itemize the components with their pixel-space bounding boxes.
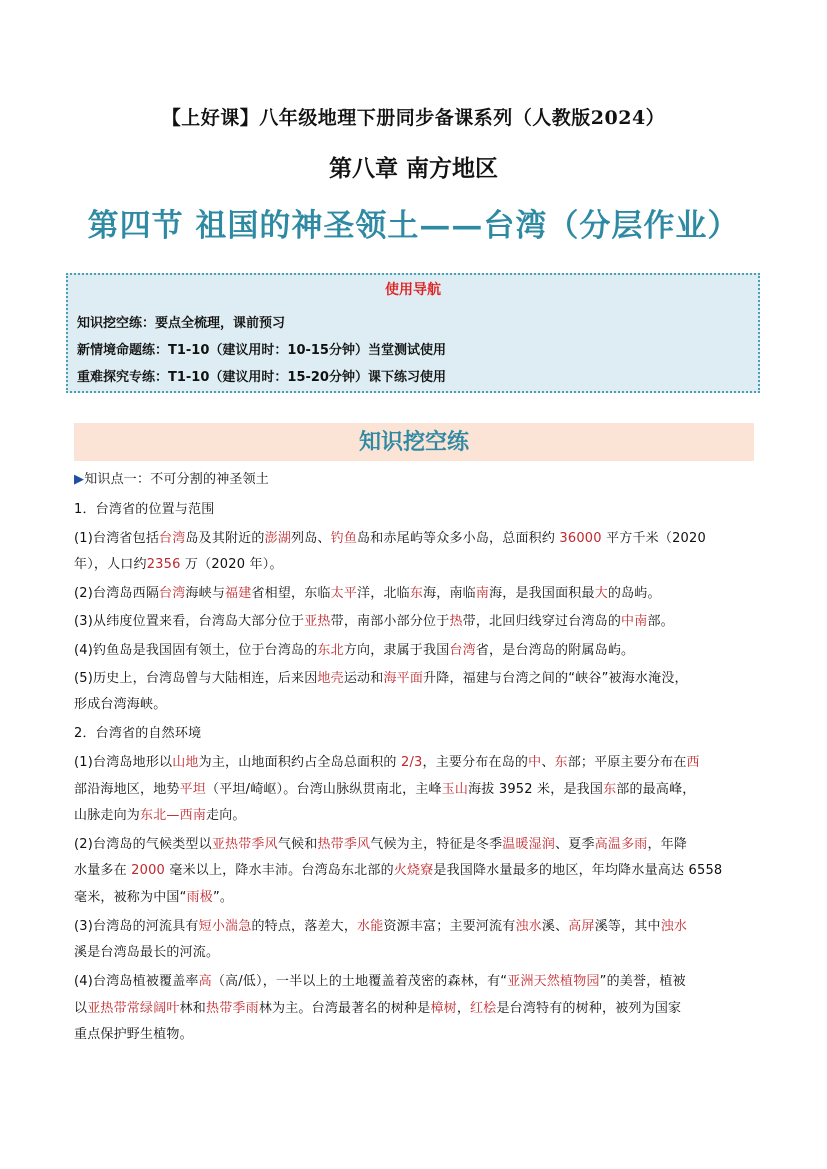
answer-text: 2/3 (400, 755, 423, 770)
paragraph-text: (1)台湾岛地形以 (74, 755, 173, 770)
paragraph-text: (2)台湾岛西隔 (74, 586, 160, 601)
paragraph-text: 溪、 (541, 919, 569, 934)
answer-text: 地壳 (317, 671, 344, 686)
paragraph-text: 资源丰富；主要河流有 (383, 919, 516, 934)
paragraph-line (74, 553, 283, 572)
paragraph-text: 岛及其附近的 (185, 531, 265, 546)
paragraph-text: 带，北回归线穿过台湾岛的 (462, 614, 622, 629)
paragraph-text: ”的美誉，植被 (599, 974, 686, 989)
paragraph-text: 洋，北临 (357, 586, 410, 601)
answer-text: 温暖湿润 (502, 837, 556, 852)
paragraph-text: 海，是我国面积最 (489, 586, 595, 601)
answer-text: 福建 (225, 586, 252, 601)
paragraph-text: 、 (541, 755, 555, 770)
paragraph-text: 是我国降水量最多的地区，年均降水量高达 6558 (433, 863, 723, 878)
paragraph-text: (2)台湾岛的气候类型以 (74, 837, 212, 852)
answer-text: 台湾 (159, 531, 186, 546)
knowledge-section-band (74, 423, 754, 461)
answer-text: 亚热带常绿阔叶 (87, 1001, 180, 1016)
paragraph-text: 年），人口约 (74, 557, 147, 572)
paragraph-text: ， (456, 1001, 471, 1016)
paragraph-text: 的岛屿。 (607, 586, 661, 601)
paragraph-text: 山脉走向为 (74, 808, 141, 823)
paragraph-line (74, 859, 722, 878)
answer-text: 热带季雨 (206, 1001, 259, 1016)
paragraph-text: 气候为主，特征是冬季 (370, 837, 503, 852)
paragraph-text: 海拔 3952 米，是我国 (468, 782, 604, 797)
answer-text: 2356 (146, 557, 181, 572)
answer-text: 热带季风 (317, 837, 371, 852)
paragraph-text: 走向。 (206, 808, 246, 823)
paragraph-text: 升降，福建与台湾之间的“峡谷”被海水淹没， (423, 671, 688, 686)
knowledge-section-title: 知识挖空练 (358, 429, 469, 455)
paragraph-text: (3)从纬度位置来看，台湾岛大部分位于 (74, 614, 305, 629)
paragraph-text: 为主，山地面积约占全岛总面积的 (198, 755, 401, 770)
paragraph-text: 水量多在 (74, 863, 132, 878)
answer-text: 东 (554, 755, 568, 770)
knowledge-point-heading (74, 468, 269, 487)
paragraph-text: 方向，隶属于我国 (343, 643, 450, 658)
chapter-title: 第八章 南方地区 (328, 156, 498, 182)
paragraph-line (74, 667, 688, 686)
answer-text: 2000 (131, 863, 166, 878)
usage-guide-title: 使用导航 (385, 282, 441, 298)
paragraph-line (74, 639, 634, 658)
paragraph-text: 带，南部小部分位于 (330, 614, 450, 629)
paragraph-text: 毫米以上，降水丰沛。台湾岛东北部的 (165, 863, 394, 878)
paragraph-line (74, 804, 246, 823)
answer-text: 浊水 (660, 919, 688, 934)
paragraph-text: 林和 (179, 1001, 207, 1016)
answer-text: 平坦 (179, 782, 207, 797)
paragraph-line (74, 997, 681, 1016)
paragraph-text: 、夏季 (555, 837, 595, 852)
answer-text: 亚热 (304, 614, 331, 629)
answer-text: 中 (528, 755, 542, 770)
usage-guide-line: 知识挖空练：要点全梳理，课前预习 (77, 316, 286, 331)
paragraph-line: 溪是台湾岛最长的河流。 (74, 945, 220, 960)
paragraph-text: 万（2020 年）。 (180, 557, 283, 572)
paragraph-text: 是台湾特有的树种，被列为国家 (496, 1001, 682, 1016)
answer-text: 短小湍急 (198, 919, 252, 934)
paragraph-text: 部。 (647, 614, 674, 629)
usage-guide-line: 新情境命题练：T1-10（建议用时：10-15分钟）当堂测试使用 (77, 343, 446, 358)
paragraph-line (74, 833, 687, 852)
paragraph-line (74, 778, 695, 797)
paragraph-text: 气候和 (277, 837, 318, 852)
answer-text: 高屏 (568, 919, 595, 934)
paragraph-text: ，主要分布在岛的 (422, 755, 529, 770)
paragraph-text: (1)台湾省包括 (74, 531, 160, 546)
paragraph-text: 省相望，东临 (251, 586, 331, 601)
answer-text: 高温多雨 (594, 837, 648, 852)
paragraph-text: （平坦/崎岖）。台湾山脉纵贯南北，主峰 (206, 782, 442, 797)
answer-text: 樟树 (430, 1001, 457, 1016)
paragraph-text: 林为主。台湾最著名的树种是 (258, 1001, 431, 1016)
paragraph-text: (4)台湾岛植被覆盖率 (74, 974, 199, 989)
answer-text: 澎湖 (264, 531, 292, 546)
answer-text: 亚洲天然植物园 (507, 974, 600, 989)
answer-text: 浊水 (515, 919, 542, 934)
paragraph-text: (5)历史上，台湾岛曾与大陆相连，后来因 (74, 671, 318, 686)
paragraph-text: ，年降 (647, 837, 688, 852)
answer-text: 东 (409, 586, 424, 601)
paragraph-text: 部的最高峰， (616, 782, 696, 797)
paragraph-text: 溪等，其中 (594, 919, 661, 934)
answer-text: 雨极 (186, 890, 213, 905)
answer-text: 大 (594, 586, 608, 601)
answer-text: 东北 (317, 643, 344, 658)
paragraph-text: 列岛、 (291, 531, 331, 546)
paragraph-line (74, 751, 700, 770)
answer-text: 南 (475, 586, 490, 601)
answer-text: 东北—西南 (140, 808, 207, 823)
subsection-heading: 1．台湾省的位置与范围 (74, 502, 215, 517)
answer-text: 亚热带季风 (211, 837, 278, 852)
paragraph-text: 毫米，被称为中国“ (74, 890, 187, 905)
paragraph-text: ”。 (212, 890, 234, 905)
paragraph-text: 以 (74, 1001, 88, 1016)
paragraph-text: （高/低），一半以上的土地覆盖着茂密的森林，有“ (211, 974, 508, 989)
answer-text: 海平面 (383, 671, 424, 686)
paragraph-text: 的特点，落差大， (251, 919, 358, 934)
answer-text: 36000 (559, 531, 602, 546)
paragraph-text: 部；平原主要分布在 (567, 755, 687, 770)
paragraph-line (74, 610, 674, 629)
answer-text: 钓鱼 (330, 531, 358, 546)
play-arrow-icon: ▶ (74, 472, 85, 487)
answer-text: 西 (686, 755, 700, 770)
paragraph-text: 平方千米（2020 (601, 531, 706, 546)
series-title: 【上好课】八年级地理下册同步备课系列（人教版2024） (161, 107, 666, 129)
section-title: 第四节 祖国的神圣领土——台湾（分层作业） (87, 208, 740, 244)
answer-text: 台湾 (449, 643, 476, 658)
knowledge-point-label: 知识点一：不可分割的神圣领土 (84, 472, 270, 487)
paragraph-line (74, 886, 233, 905)
answer-text: 山地 (172, 755, 199, 770)
paragraph-text: 岛和赤尾屿等众多小岛，总面积约 (357, 531, 560, 546)
paragraph-line (74, 582, 661, 601)
answer-text: 东 (603, 782, 617, 797)
answer-text: 太平 (330, 586, 358, 601)
paragraph-line: 重点保护野生植物。 (74, 1027, 193, 1042)
answer-text: 玉山 (441, 782, 469, 797)
usage-guide-line: 重难探究专练：T1-10（建议用时：15-20分钟）课下练习使用 (77, 370, 446, 385)
paragraph-line (74, 970, 686, 989)
subsection-heading: 2．台湾省的自然环境 (74, 726, 202, 741)
answer-text: 热 (449, 614, 463, 629)
paragraph-text: (4)钓鱼岛是我国固有领土，位于台湾岛的 (74, 643, 318, 658)
answer-text: 火烧寮 (393, 863, 434, 878)
answer-text: 红桧 (470, 1001, 497, 1016)
answer-text: 高 (198, 974, 212, 989)
usage-guide-box (66, 273, 760, 393)
paragraph-line: 形成台湾海峡。 (74, 697, 167, 712)
paragraph-line (74, 915, 687, 934)
paragraph-line (74, 527, 706, 546)
paragraph-text: (3)台湾岛的河流具有 (74, 919, 199, 934)
paragraph-text: 省，是台湾岛的附属岛屿。 (475, 643, 635, 658)
paragraph-text: 部沿海地区，地势 (74, 782, 180, 797)
answer-text: 水能 (357, 919, 384, 934)
answer-text: 台湾 (159, 586, 186, 601)
answer-text: 中南 (621, 614, 648, 629)
paragraph-text: 运动和 (343, 671, 384, 686)
paragraph-text: 海，南临 (423, 586, 476, 601)
paragraph-text: 海峡与 (185, 586, 226, 601)
